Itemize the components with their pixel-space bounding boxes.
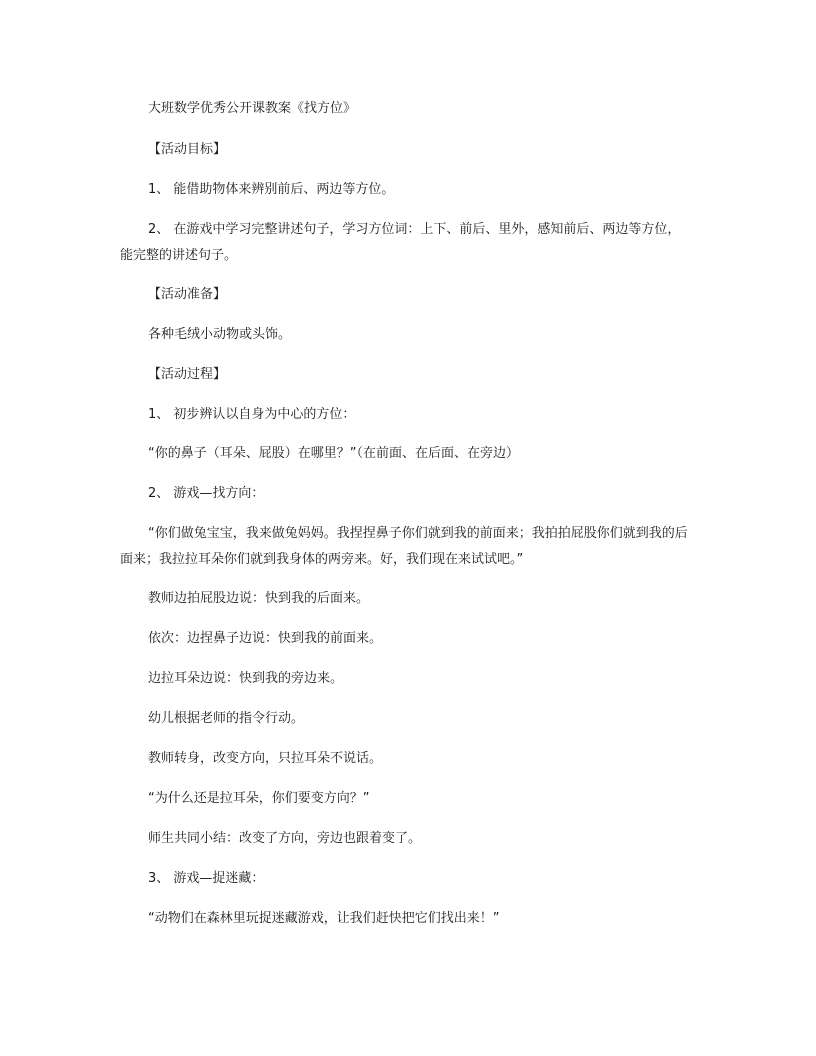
prep-text: 各种毛绒小动物或头饰。	[148, 327, 292, 342]
step-2-line-c: 边拉耳朵边说：快到我的旁边来。	[148, 671, 344, 686]
step-2-line-e: 教师转身，改变方向，只拉耳朵不说话。	[148, 751, 383, 766]
step-2: 2、 游戏—找方向：	[148, 486, 265, 501]
step-1: 1、 初步辨认以自身为中心的方位：	[148, 407, 356, 422]
step-3: 3、 游戏—捉迷藏：	[148, 871, 265, 886]
document-title: 大班数学优秀公开课教案《找方位》	[148, 101, 357, 116]
step-2-line-d: 幼儿根据老师的指令行动。	[148, 711, 305, 726]
goal-item-1: 1、 能借助物体来辨别前后、两边等方位。	[148, 182, 395, 197]
prep-heading: 【活动准备】	[148, 287, 227, 302]
goal-item-2: 2、 在游戏中学习完整讲述句子，学习方位词：上下、前后、里外，感知前后、两边等方位，能完整的讲述句子。	[120, 222, 681, 263]
step-3-text: “动物们在森林里玩捉迷藏游戏，让我们赶快把它们找出来！”	[148, 911, 500, 926]
step-2-line-a: 教师边拍屁股边说：快到我的后面来。	[148, 591, 370, 606]
step-2-line-b: 依次：边捏鼻子边说：快到我的前面来。	[148, 631, 383, 646]
step-2-text: “你们做兔宝宝，我来做兔妈妈。我捏捏鼻子你们就到我的前面来；我拍拍屁股你们就到我的后面来；我拉拉耳朵你们就到我身体的两旁来。好，我们现在来试试吧。”	[120, 526, 688, 567]
step-2-line-f: “为什么还是拉耳朵，你们要变方向？”	[148, 791, 370, 806]
step-1-question: “你的鼻子（耳朵、屁股）在哪里？”（在前面、在后面、在旁边）	[148, 446, 519, 461]
process-heading: 【活动过程】	[148, 367, 227, 382]
step-2-summary: 师生共同小结：改变了方向，旁边也跟着变了。	[148, 831, 422, 846]
goal-heading: 【活动目标】	[148, 142, 227, 157]
